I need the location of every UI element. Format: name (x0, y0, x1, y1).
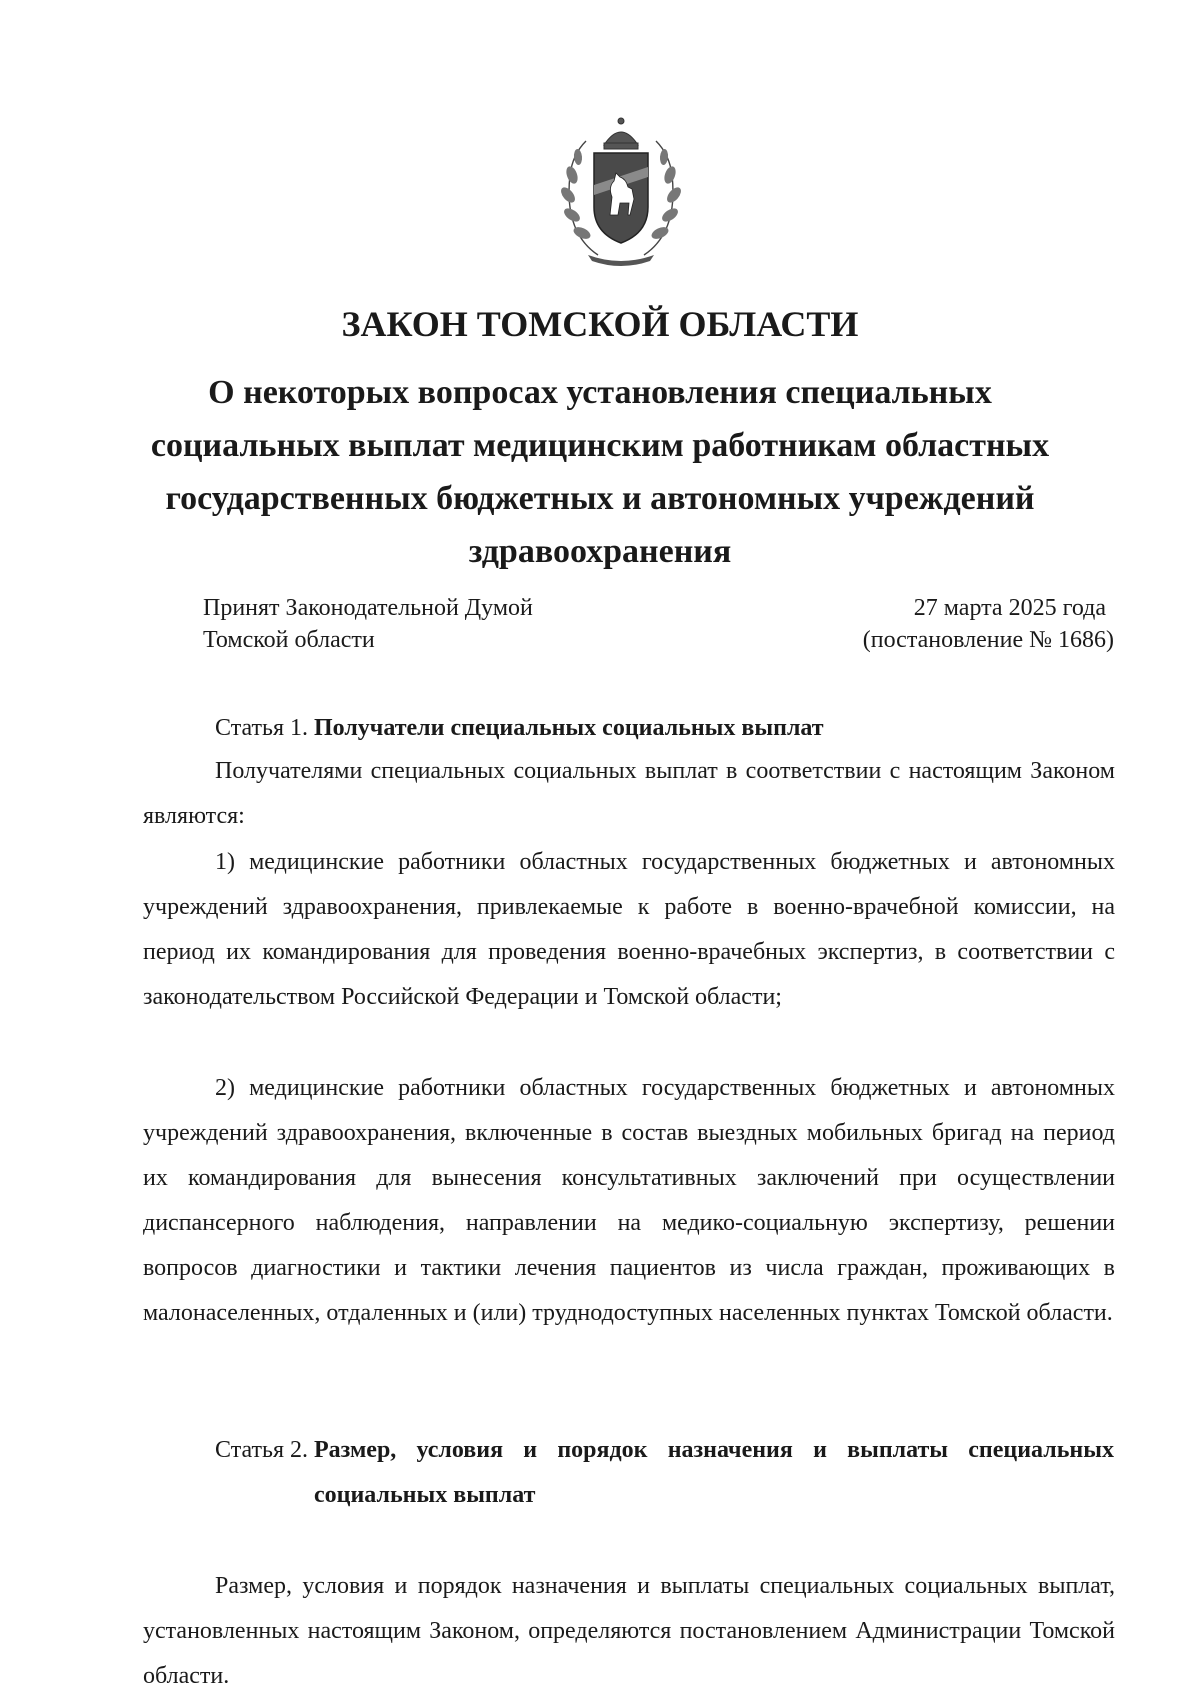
article-1-heading (215, 706, 824, 751)
article-1-item-1: 1) медицинские работники областных государственных бюджетных и автономных учреждений здравоохранения, привлекаемые к работе в военно-врачебной комиссии, на период их командирования для проведения военно-врачебных экспертиз, в соответствии с законодательством Российской Федерации и Томской области; (143, 849, 1115, 1010)
article-2-label: Статья 2. (215, 1437, 308, 1463)
adoption-date-block (863, 592, 1114, 656)
resolution-number: (постановление № 1686) (862, 627, 1114, 653)
law-title: ЗАКОН ТОМСКОЙ ОБЛАСТИ (341, 304, 859, 344)
law-subtitle: О некоторых вопросах установления специальных социальных выплат медицинским работникам областных государственных бюджетных и автономных учреждений здравоохранения (150, 374, 1050, 570)
adoption-date: 27 марта 2025 года (913, 595, 1106, 621)
article-1-intro: Получателями специальных социальных выплат в соответствии с настоящим Законом являются: (143, 758, 1115, 829)
article-1-title: Получатели специальных социальных выплат (313, 715, 824, 741)
article-1-label: Статья 1. (215, 715, 308, 741)
adoption-line-1: Принят Законодательной Думой (203, 595, 533, 621)
article-2-text: Размер, условия и порядок назначения и выплаты специальных социальных выплат, установленных настоящим Законом, определяются постановлением Администрации Томской области. (143, 1573, 1115, 1689)
article-2-heading (215, 1428, 1114, 1518)
coat-of-arms-icon (558, 115, 684, 267)
adoption-body (203, 592, 533, 656)
adoption-line-2: Томской области (203, 627, 375, 653)
article-2-title: Размер, условия и порядок назначения и выплаты специальных социальных выплат (313, 1437, 1114, 1508)
article-1-item-2: 2) медицинские работники областных государственных бюджетных и автономных учреждений здравоохранения, включенные в состав выездных мобильных бригад на период их командирования для вынесения консультативных заключений при осуществлении диспансерного наблюдения, направлении на медико-социальную экспертизу, решении вопросов диагностики и тактики лечения пациентов из числа граждан, проживающих в малонаселенных, отдаленных и (или) труднодоступных населенных пунктах Томской области. (143, 1075, 1115, 1326)
